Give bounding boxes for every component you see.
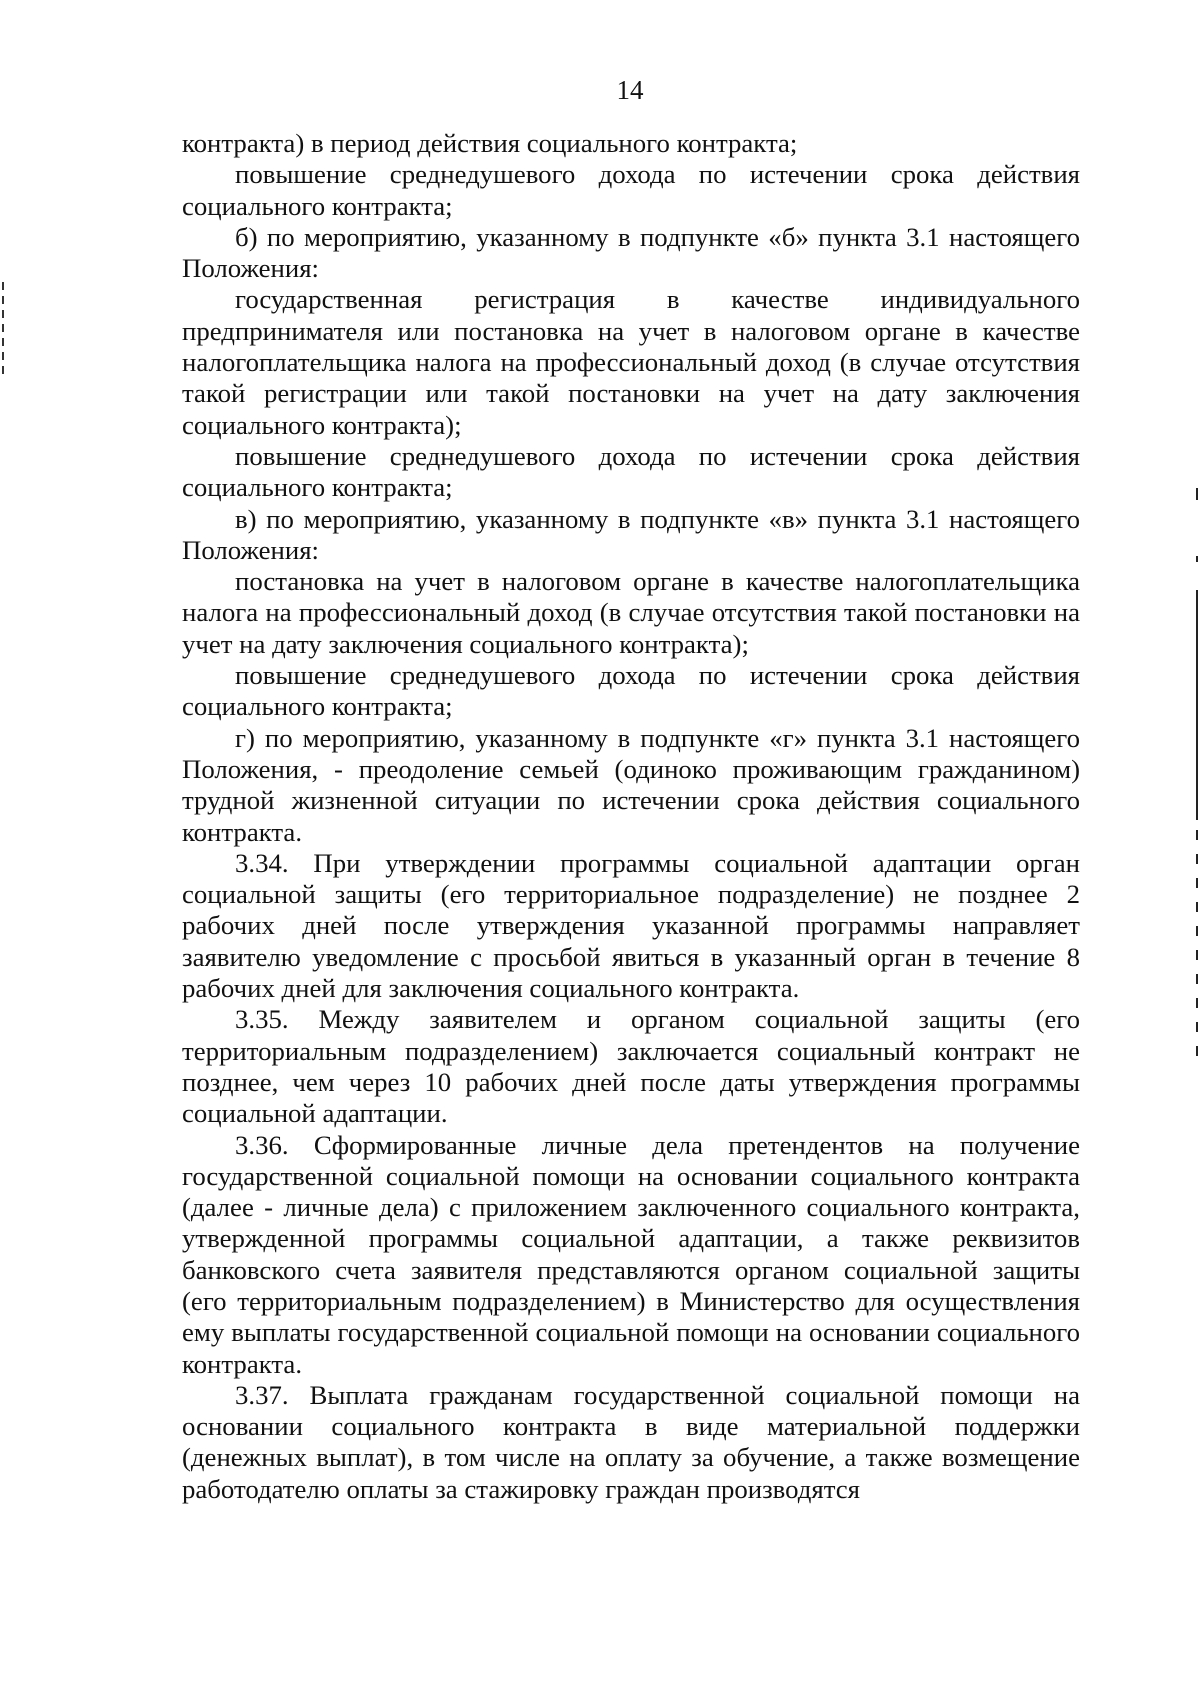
scan-edge-mark-left [2,282,4,374]
paragraph-3-37: 3.37. Выплата гражданам государственной социальной помощи на основании социального контракта в виде материальной поддержки (денежных выплат), в том числе на оплату за обучение, а также возмещение работодателю оплаты за стажировку граждан производятся [182,1379,1080,1504]
paragraph: повышение среднедушевого дохода по истечении срока действия социального контракта; [182,159,1080,221]
paragraph: в) по мероприятию, указанному в подпункте «в» пункта 3.1 настоящего Положения: [182,503,1080,565]
scan-edge-mark-right-top [1196,488,1198,500]
paragraph: г) по мероприятию, указанному в подпункте «г» пункта 3.1 настоящего Положения, - преодоление семьей (одиноко проживающим гражданином) трудной жизненной ситуации по истечении срока действия социального контракта. [182,722,1080,847]
paragraph-3-34: 3.34. При утверждении программы социальной адаптации орган социальной защиты (его территориальное подразделение) не позднее 2 рабочих дней после утверждения указанной программы направляет заявителю уведомление с просьбой явиться в указанный орган в течение 8 рабочих дней для заключения социального контракта. [182,847,1080,1004]
paragraph-3-35: 3.35. Между заявителем и органом социальной защиты (его территориальным подразделением) заключается социальный контракт не позднее, чем через 10 рабочих дней после даты утверждения программы социальной адаптации. [182,1004,1080,1129]
document-body [182,128,1080,1505]
scan-edge-mark-right-dot [1196,556,1198,562]
paragraph: государственная регистрация в качестве индивидуального предпринимателя или постановка на учет в налоговом органе в качестве налогоплательщика налога на профессиональный доход (в случае отсутствия такой регистрации или такой постановки на учет на дату заключения социального контракта); [182,284,1080,440]
scan-edge-mark-right-dashes [1196,830,1198,1060]
paragraph-continuation: контракта) в период действия социального контракта; [182,128,798,158]
scan-edge-mark-right-line [1196,590,1198,820]
page-number: 14 [616,75,644,105]
paragraph: б) по мероприятию, указанному в подпункте «б» пункта 3.1 настоящего Положения: [182,221,1080,284]
paragraph: повышение среднедушевого дохода по истечении срока действия социального контракта; [182,660,1080,722]
paragraph: постановка на учет в налоговом органе в качестве налогоплательщика налога на профессиональный доход (в случае отсутствия такой постановки на учет на дату заключения социального контракта); [182,566,1080,659]
paragraph: повышение среднедушевого дохода по истечении срока действия социального контракта; [182,440,1080,503]
paragraph-3-36: 3.36. Сформированные личные дела претендентов на получение государственной социальной помощи на основании социального контракта (далее - личные дела) с приложением заключенного социального контракта, утвержденной программы социальной адаптации, а также реквизитов банковского счета заявителя представляются органом социальной защиты (его территориальным подразделением) в Министерство для осуществления ему выплаты государственной социальной помощи на основании социального контракта. [182,1129,1080,1379]
